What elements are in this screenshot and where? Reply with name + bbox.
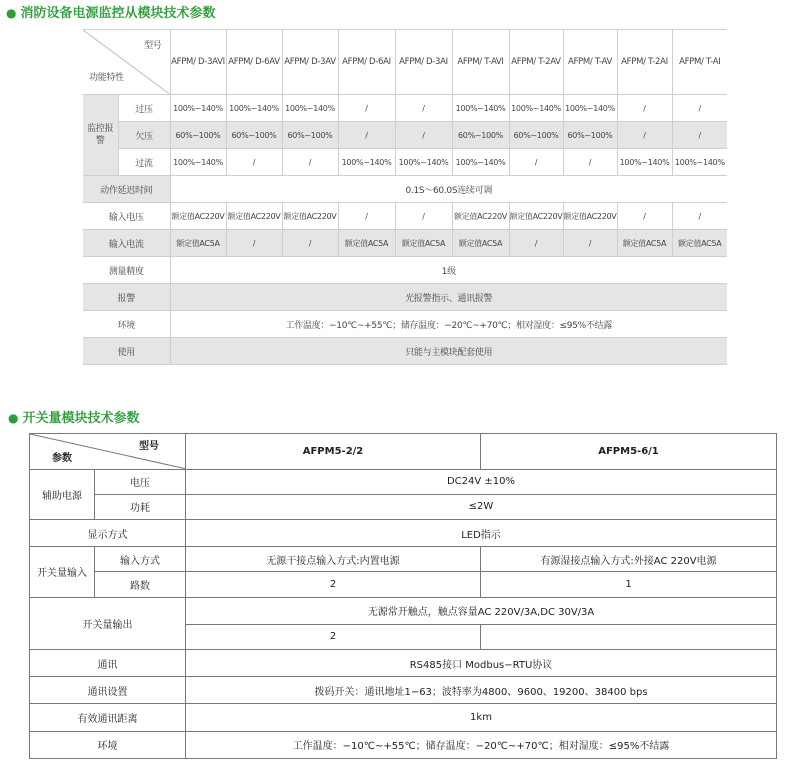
cell: 100%~140% <box>282 95 338 122</box>
cell: 100%~140% <box>672 149 727 176</box>
model-name: AFPM/ D-6AI <box>338 30 395 95</box>
switch-output-contact-row <box>30 597 777 624</box>
comm-setting-row <box>30 677 777 704</box>
switch-input-label: 开关量输入 <box>30 547 95 597</box>
merged-value: 工作温度：−10℃~+55℃；储存温度：−20℃~+70℃；相对湿度：≤95%不结露 <box>170 311 727 338</box>
row-label: 路数 <box>95 572 186 597</box>
switch-output-label: 开关量输出 <box>30 597 186 649</box>
bullet-icon: ● <box>6 6 17 20</box>
cell: / <box>338 203 395 230</box>
row-label: 欠压 <box>118 122 170 149</box>
input-voltage-row <box>83 203 727 230</box>
input-current-row <box>83 230 727 257</box>
model-name: AFPM/ D-3AV <box>282 30 338 95</box>
cell: / <box>617 95 672 122</box>
cell: 额定值AC220V <box>282 203 338 230</box>
cell: 额定值AC5A <box>338 230 395 257</box>
model-header-row <box>83 30 727 95</box>
cell: 60%~100% <box>509 122 563 149</box>
cell: / <box>672 203 727 230</box>
model-name: AFPM/ T-2AI <box>617 30 672 95</box>
voltage-row <box>30 469 777 494</box>
model-name: AFPM/ T-AVI <box>452 30 509 95</box>
accuracy-row <box>83 257 727 284</box>
merged-value: 拨码开关：通讯地址1−63；波特率为4800、9600、19200、38400 bps <box>186 677 777 704</box>
cell: 额定值AC5A <box>452 230 509 257</box>
merged-value: 0.1S～60.0S连续可调 <box>170 176 727 203</box>
cell: / <box>226 230 282 257</box>
model-name: AFPM/ D-6AV <box>226 30 282 95</box>
merged-value: 只能与主模块配套使用 <box>170 338 727 365</box>
row-label: 电压 <box>95 469 186 494</box>
cell: / <box>563 230 617 257</box>
aux-power-label: 辅助电源 <box>30 469 95 519</box>
cell: / <box>617 203 672 230</box>
model-name: AFPM/ D-3AI <box>395 30 452 95</box>
model-name: AFPM5-6/1 <box>481 434 777 470</box>
cell: / <box>226 149 282 176</box>
merged-value: RS485接口 Modbus−RTU协议 <box>186 649 777 676</box>
cell: 100%~140% <box>395 149 452 176</box>
cell: / <box>395 95 452 122</box>
cell: 60%~100% <box>563 122 617 149</box>
monitor-alarm-label: 监控报警 <box>83 95 118 176</box>
row-label: 报警 <box>83 284 170 311</box>
cell: / <box>395 122 452 149</box>
cell: / <box>282 149 338 176</box>
cell: 100%~140% <box>563 95 617 122</box>
cell: / <box>672 95 727 122</box>
cell: 100%~140% <box>226 95 282 122</box>
model-name: AFPM/ T-AI <box>672 30 727 95</box>
display-row <box>30 519 777 546</box>
cell: / <box>672 122 727 149</box>
cell: 额定值AC5A <box>617 230 672 257</box>
row-label: 环境 <box>83 311 170 338</box>
corner-label-feature: 功能特性 <box>89 73 124 83</box>
cell: 额定值AC5A <box>672 230 727 257</box>
row-label: 过压 <box>118 95 170 122</box>
cell <box>481 624 777 649</box>
merged-value: 无源常开触点，触点容量AC 220V/3A,DC 30V/3A <box>186 597 777 624</box>
model-name: AFPM/ T-AV <box>563 30 617 95</box>
cell: 100%~140% <box>170 95 226 122</box>
row-label: 输入方式 <box>95 547 186 572</box>
cell: 额定值AC220V <box>563 203 617 230</box>
merged-value: 1级 <box>170 257 727 284</box>
merged-value: 光报警指示、通讯报警 <box>170 284 727 311</box>
cell: / <box>282 230 338 257</box>
row-label: 输入电压 <box>83 203 170 230</box>
cell: / <box>563 149 617 176</box>
corner-label-model: 型号 <box>144 41 162 51</box>
cell: 额定值AC220V <box>452 203 509 230</box>
section1-title: ● 消防设备电源监控从模块技术参数 <box>6 6 216 21</box>
cell: 额定值AC5A <box>170 230 226 257</box>
row-label: 功耗 <box>95 494 186 519</box>
cell: / <box>338 122 395 149</box>
switch-module-spec-table <box>29 433 777 759</box>
cell: 额定值AC220V <box>509 203 563 230</box>
cell: 额定值AC220V <box>226 203 282 230</box>
cell: 100%~140% <box>452 149 509 176</box>
row-label: 通讯设置 <box>30 677 186 704</box>
corner-label-param: 参数 <box>52 452 72 464</box>
row-label: 有效通讯距离 <box>30 704 186 731</box>
cell: / <box>617 122 672 149</box>
cell: 100%~140% <box>617 149 672 176</box>
cell: 2 <box>186 572 481 597</box>
row-label: 测量精度 <box>83 257 170 284</box>
merged-value: LED指示 <box>186 519 777 546</box>
usage-row <box>83 338 727 365</box>
cell: 100%~140% <box>452 95 509 122</box>
cell: 1 <box>481 572 777 597</box>
comm-row <box>30 649 777 676</box>
channels-row <box>30 572 777 597</box>
row-label: 使用 <box>83 338 170 365</box>
environment-row <box>30 731 777 758</box>
model-header-row <box>30 434 777 470</box>
cell: / <box>509 230 563 257</box>
cell: / <box>338 95 395 122</box>
alarm-row <box>83 284 727 311</box>
row-label: 动作延迟时间 <box>83 176 170 203</box>
cell: 额定值AC5A <box>395 230 452 257</box>
cell: 60%~100% <box>226 122 282 149</box>
power-row <box>30 494 777 519</box>
corner-label-model: 型号 <box>139 441 159 452</box>
cell: 100%~140% <box>338 149 395 176</box>
model-name: AFPM/ T-2AV <box>509 30 563 95</box>
cell: 100%~140% <box>170 149 226 176</box>
delay-row <box>83 176 727 203</box>
merged-value: ≤2W <box>186 494 777 519</box>
section2-title: ● 开关量模块技术参数 <box>8 411 140 426</box>
cell: 100%~140% <box>509 95 563 122</box>
row-label: 环境 <box>30 731 186 758</box>
overvoltage-row <box>83 95 727 122</box>
distance-row <box>30 704 777 731</box>
undervoltage-row <box>83 122 727 149</box>
environment-row <box>83 311 727 338</box>
model-name: AFPM5-2/2 <box>186 434 481 470</box>
table1-corner-cell <box>83 30 170 95</box>
cell: 有源湿接点输入方式:外接AC 220V电源 <box>481 547 777 572</box>
cell: 60%~100% <box>282 122 338 149</box>
overcurrent-row <box>83 149 727 176</box>
monitor-module-spec-table <box>83 29 727 365</box>
cell: / <box>395 203 452 230</box>
cell: / <box>509 149 563 176</box>
merged-value: 工作温度：−10℃~+55℃；储存温度：−20℃~+70℃；相对湿度：≤95%不结露 <box>186 731 777 758</box>
merged-value: 1km <box>186 704 777 731</box>
model-name: AFPM/ D-3AVI <box>170 30 226 95</box>
cell: 2 <box>186 624 481 649</box>
cell: 额定值AC220V <box>170 203 226 230</box>
row-label: 通讯 <box>30 649 186 676</box>
input-mode-row <box>30 547 777 572</box>
merged-value: DC24V ±10% <box>186 469 777 494</box>
table2-corner-cell <box>30 434 186 470</box>
bullet-icon: ● <box>8 411 19 425</box>
row-label: 显示方式 <box>30 519 186 546</box>
cell: 60%~100% <box>170 122 226 149</box>
cell: 无源干接点输入方式:内置电源 <box>186 547 481 572</box>
cell: 60%~100% <box>452 122 509 149</box>
row-label: 过流 <box>118 149 170 176</box>
row-label: 输入电流 <box>83 230 170 257</box>
